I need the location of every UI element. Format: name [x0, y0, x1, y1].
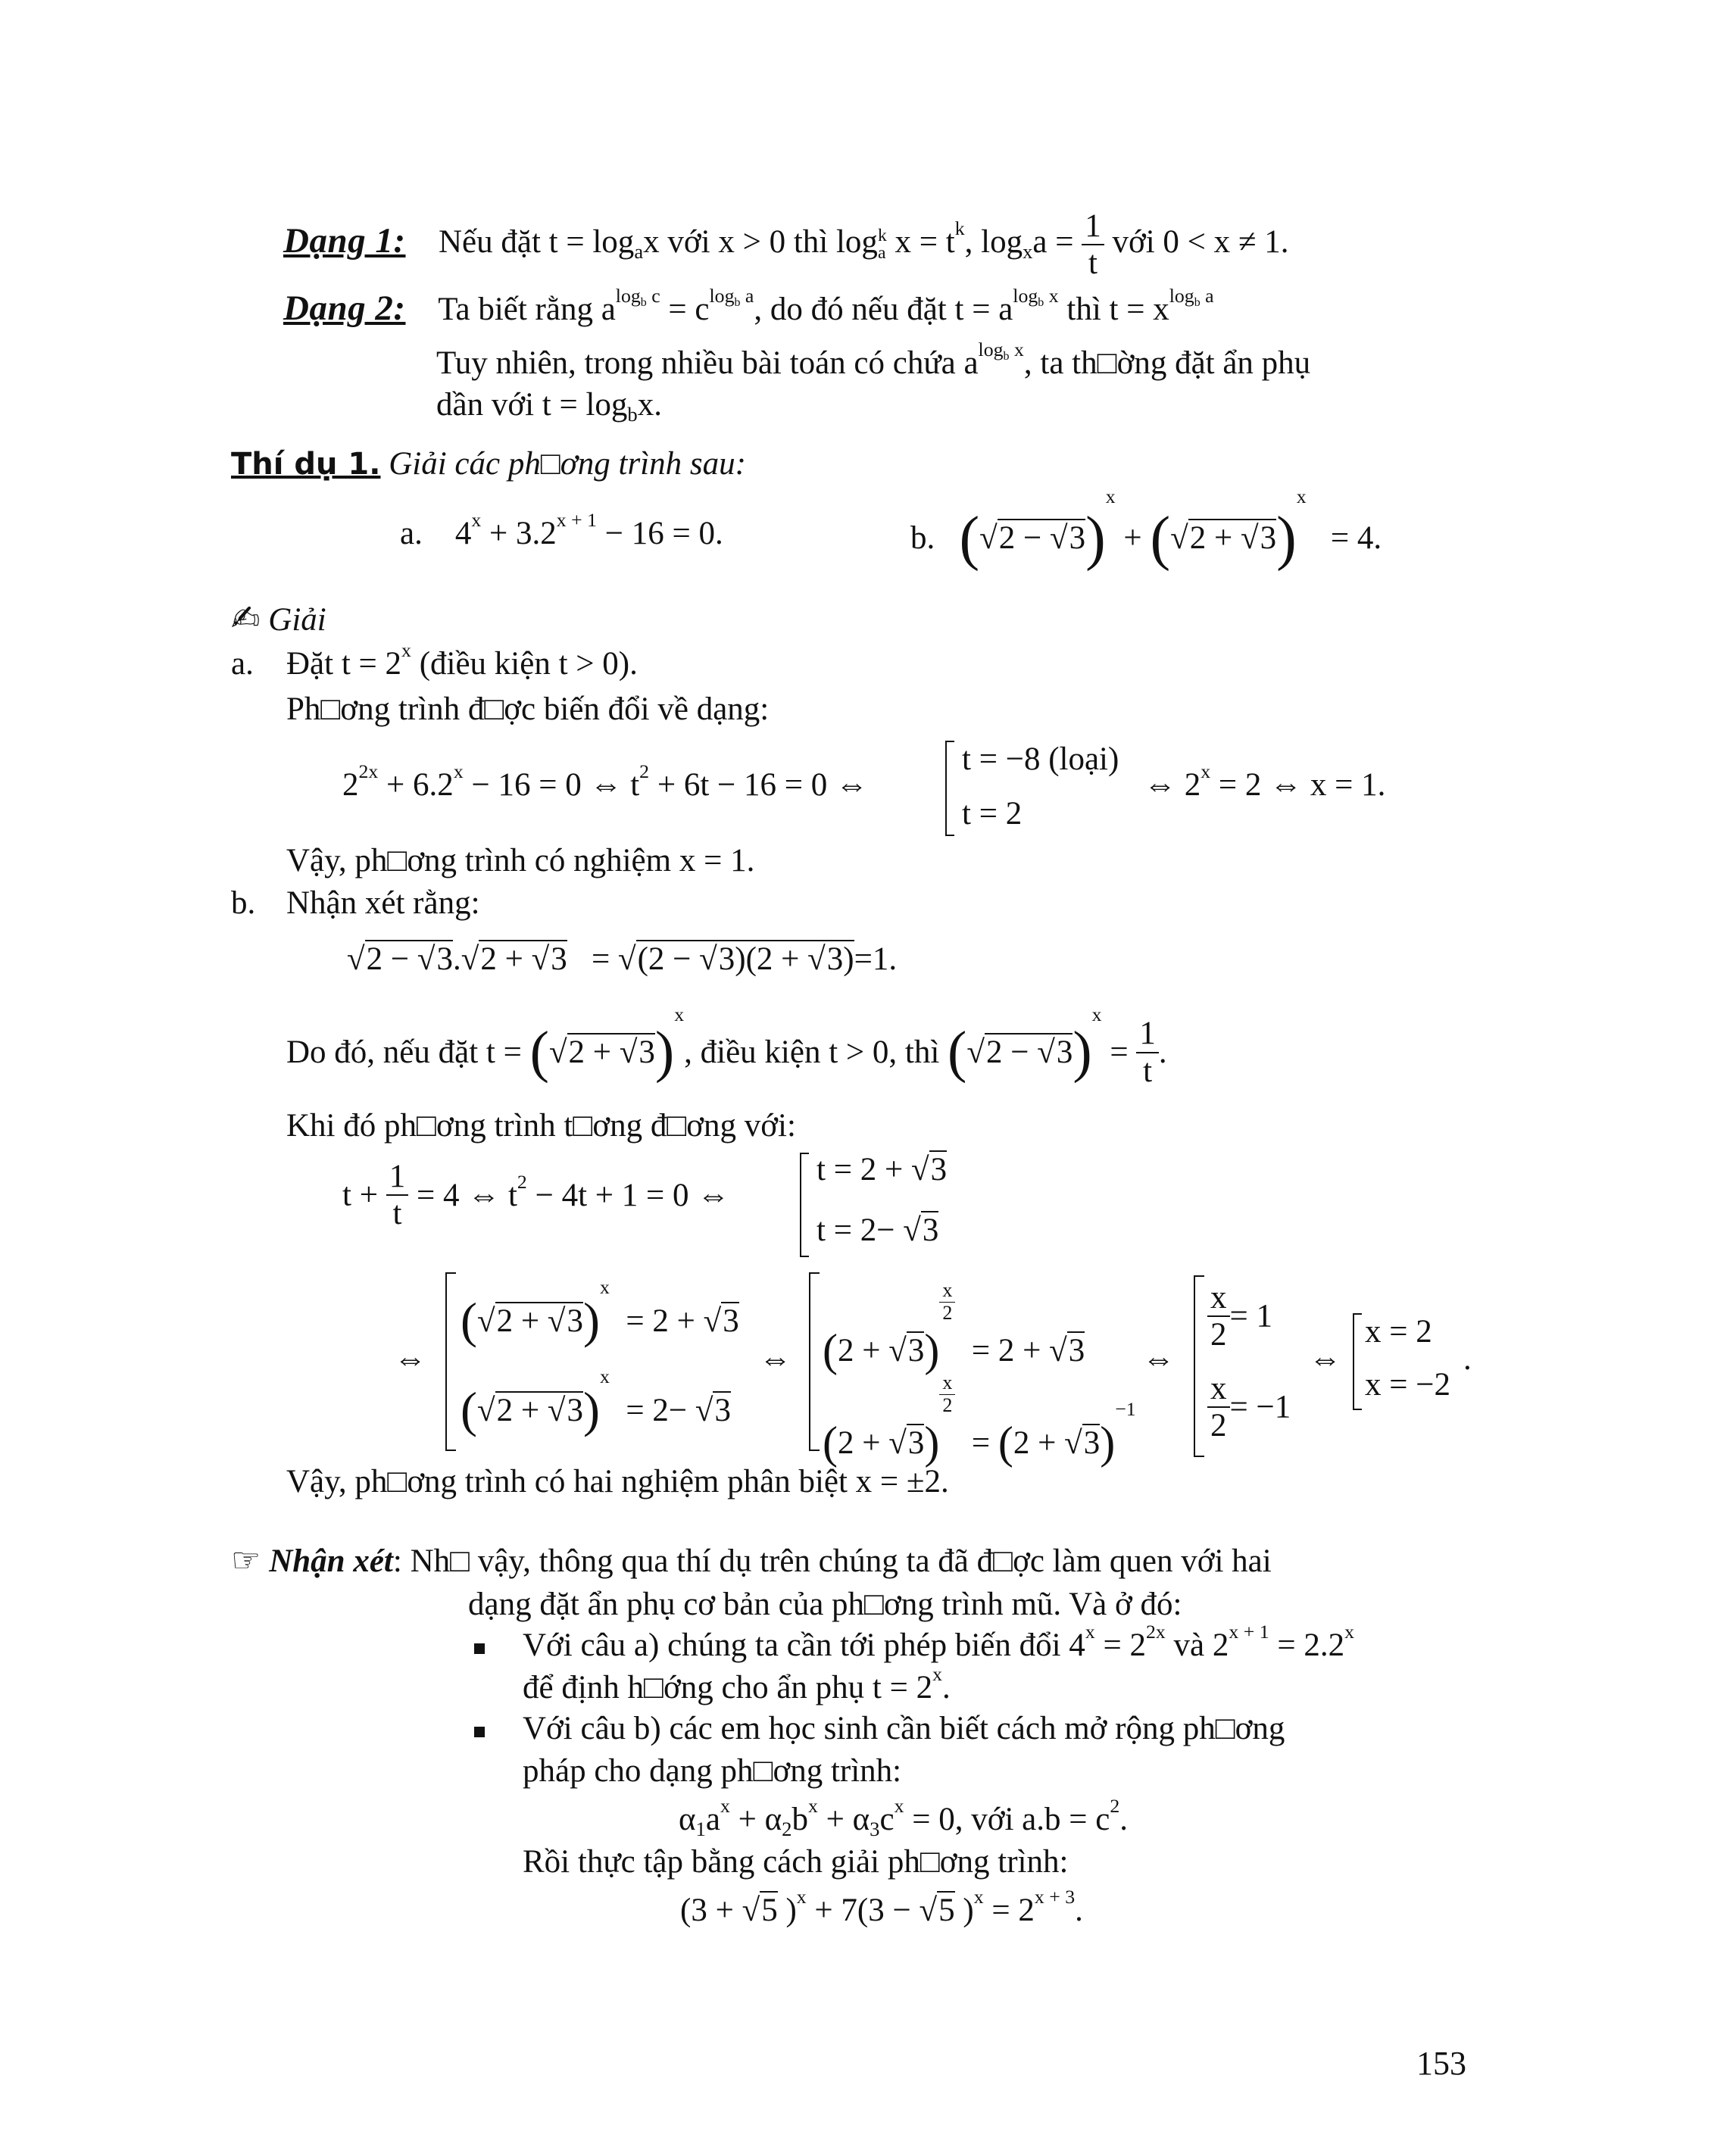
solution-b-conclusion: Vậy, ph□ơng trình có hai nghiệm phân biệt x = ±2. — [286, 1464, 949, 1499]
solution-a-result: ⇔ $2^x = 2$ ⇔ x = 1. — [1144, 760, 1386, 803]
fraction-one-over-t: $\frac{1}{t}$ — [1082, 208, 1104, 282]
example-part-a: a. $4^x + 3.2^{x + 1} - 16 = 0$. — [400, 508, 723, 551]
dang-2-note-line-1: Tuy nhiên, trong nhiều bài toán có chứa $a^{log_b x}$, ta th□ờng đặt ẩn phụ — [436, 338, 1311, 381]
bullet-icon — [474, 1643, 485, 1654]
case-2: t = 2− √3 — [816, 1212, 939, 1248]
solution-a-substitution: Đặt $t = 2^x$ (điều kiện t > 0). — [286, 638, 638, 682]
remark-bullet-2-line-1: Với câu b) các em học sinh cần biết cách mở rộng ph□ơng — [523, 1711, 1285, 1746]
case-1: t = 2 + √3 — [816, 1152, 948, 1187]
page-number: 153 — [1416, 2045, 1466, 2082]
remark-bullet-1-line-1: Với câu a) chúng ta cần tới phép biến đổi $4^x = 2^{2x}$ và $2^{x + 1} = 2.2^x$ — [523, 1620, 1355, 1663]
chain-step-3-case-1: $\frac{x}{2}$ = 1 — [1207, 1280, 1272, 1353]
remark-label: Nhận xét — [269, 1543, 393, 1579]
case-2: t = 2 — [962, 796, 1023, 832]
bracket — [445, 1272, 456, 1451]
iff-symbol: ⇔ — [759, 1341, 792, 1377]
dang-1-line: Dạng 1: Nếu đặt $t = \log_ax$ với x > 0 thì log k a $x = t^k$, $\log_xa$ = $\frac{1}{t}$ với 0 < x ≠ 1. — [283, 208, 1289, 282]
bracket — [1194, 1275, 1204, 1457]
final-case-1: x = 2 — [1365, 1314, 1432, 1350]
chain-step-1-case-2: $(√2 + √3)^x = 2- √3$ — [461, 1365, 731, 1438]
solution-a-equation: $2^{2x} + 6.2^x - 16 = 0$ ⇔ $t^2 + 6t - 16 = 0$ ⇔ — [342, 760, 869, 803]
iff-symbol: ⇔ — [394, 1341, 426, 1377]
remark-exercise-equation: (3 + √5 )$^x$ + 7(3 − √5 )$^x = 2^{x + 3}$. — [680, 1885, 1083, 1928]
solution-b-line-2: Do đó, nếu đặt $t = (√2 + √3)^x$, điều kiện t > 0, thì $(√2 - √3)^x$ = $\frac{1}{t}$ . — [286, 1003, 1167, 1089]
solution-b-line-1: Nhận xét rằng: — [286, 885, 480, 921]
chain-step-3-case-2: $\frac{x}{2}$ = −1 — [1207, 1371, 1291, 1444]
solution-b-line-3: Khi đó ph□ơng trình t□ơng đ□ơng với: — [286, 1108, 796, 1144]
remark-line-2: dạng đặt ẩn phụ cơ bản của ph□ơng trình mũ. Và ở đó: — [468, 1587, 1182, 1622]
remark-line-1: ☞ Nhận xét: Nh□ vậy, thông qua thí dụ trên chúng ta đã đ□ợc làm quen với hai — [231, 1541, 1272, 1580]
bullet-icon — [474, 1727, 485, 1737]
case-1: t = −8 (loại) — [962, 741, 1119, 777]
example-text: Giải các ph□ơng trình sau: — [389, 446, 746, 482]
pen-icon: ✍ — [231, 598, 261, 638]
final-case-2: x = −2 — [1365, 1367, 1451, 1403]
chain-step-2-case-1: (2 + √3) $\frac{x}{2}$ = 2 + √3 — [823, 1279, 1085, 1376]
period: . — [1463, 1341, 1472, 1377]
bracket — [945, 741, 954, 836]
iff-symbol: ⇔ — [1142, 1341, 1175, 1377]
remark-bullet-2-line-2: pháp cho dạng ph□ơng trình: — [523, 1753, 902, 1789]
remark-line-3: Rồi thực tập bằng cách giải ph□ơng trình: — [523, 1844, 1069, 1880]
remark-formula: $\alpha_1a^x + \alpha_2b^x + \alpha_3c^x = 0$, với $a.b = c^2$. — [679, 1794, 1128, 1840]
solution-b-product: √2 − √3.√2 + √3 = √(2 − √3)(2 + √3)=1. — [347, 941, 898, 977]
example-heading — [231, 445, 746, 482]
bracket — [800, 1153, 809, 1257]
bracket — [809, 1272, 820, 1451]
pointing-hand-icon: ☞ — [231, 1541, 261, 1580]
example-label: Thí dụ 1. — [231, 447, 381, 482]
example-part-b: b. $(√2 - √3)^x + (√2 + √3)^x = 4$. — [910, 485, 1382, 572]
chain-step-1-case-1: $(√2 + √3)^x = 2 + √3$ — [461, 1276, 739, 1349]
dang-1-label: Dạng 1: — [283, 221, 406, 261]
chain-step-2-case-2: (2 + √3) $\frac{x}{2}$ = $(2 + √3)^{-1}$ — [823, 1372, 1136, 1468]
dang-2-label: Dạng 2: — [283, 289, 406, 328]
solution-a-line-1: a. — [231, 646, 254, 682]
dang-2-note-line-2: dần với $t = \log_bx$. — [436, 387, 662, 426]
dang-2-line: Dạng 2: Ta biết rằng $a^{log_b c} = c^{log_b a}$, do đó nếu đặt $t = a^{log_b x}$ thì $t = x^{log_b a}$ — [283, 284, 1214, 328]
remark-bullet-1-line-2: để định h□ớng cho ẩn phụ $t = 2^x$. — [523, 1662, 951, 1705]
solution-b-quadratic: t + $\frac{1}{t}$ = 4 ⇔ $t^2 - 4t + 1 = 0$ ⇔ — [342, 1159, 730, 1232]
bracket — [1353, 1313, 1362, 1410]
solution-b-label: b. — [231, 885, 256, 921]
solution-heading: ✍ Giải — [231, 598, 326, 638]
solution-a-line-2: Ph□ơng trình đ□ợc biến đổi về dạng: — [286, 691, 770, 727]
solution-a-conclusion: Vậy, ph□ơng trình có nghiệm x = 1. — [286, 843, 755, 878]
iff-symbol: ⇔ — [1309, 1341, 1341, 1377]
